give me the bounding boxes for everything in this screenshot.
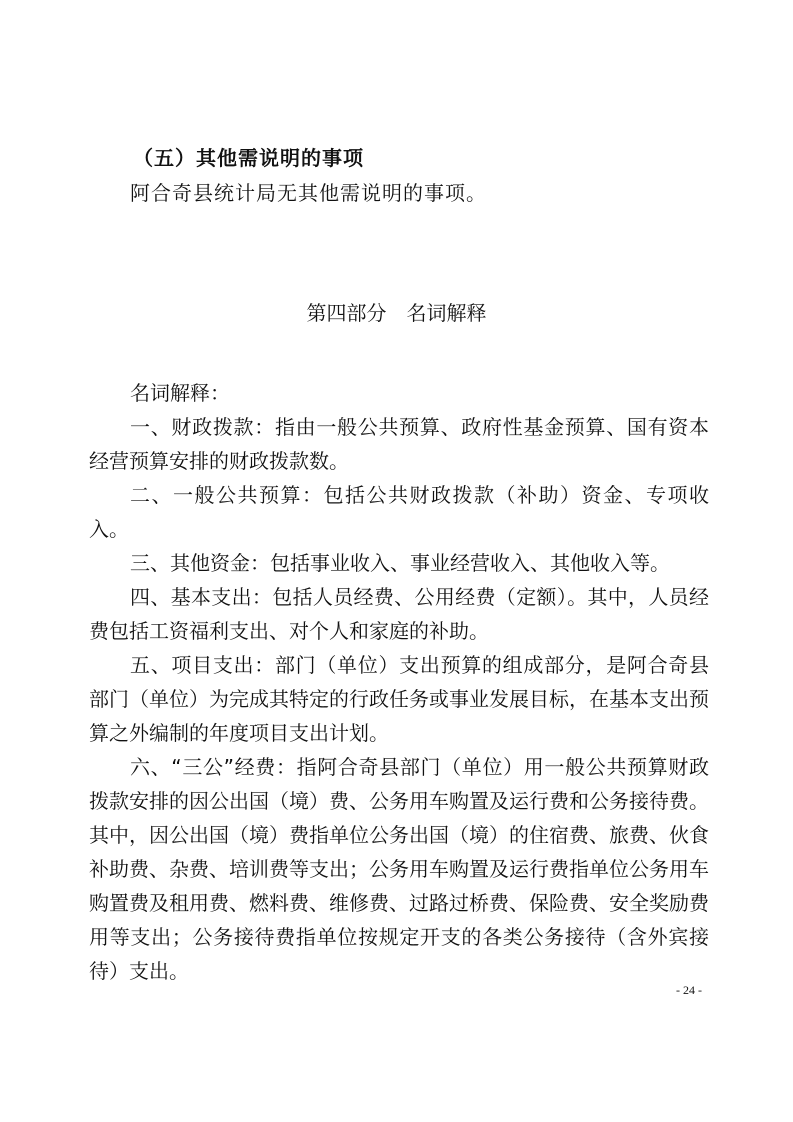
glossary-term: 三、其他资金： xyxy=(130,551,270,575)
glossary-definition: 指阿合奇县部门（单位）用一般公共预算财政拨款安排的因公出国（境）费、公务用车购置及运行费和公务接待费。其中，因公出国（境）费指单位公务出国（境）的住宿费、旅费、伙食补助费、杂费、培训费等支出；公务用车购置及运行费指单位公务用车购置费及租用费、燃料费、维修费、过路过桥费、保险费、安全奖励费用等支出；公务接待费指单位按规定开支的各类公务接待（含外宾接待）支出。 xyxy=(89,755,709,983)
glossary-term: 一、财政拨款： xyxy=(130,415,275,439)
glossary xyxy=(89,376,709,988)
glossary-definition: 指由一般公共预算、政府性基金预算、国有资本经营预算安排的财政拨款数。 xyxy=(89,415,710,473)
page-number: - 24 - xyxy=(676,983,702,997)
glossary-definition: 包括人员经费、公用经费（定额）。其中，人员经费包括工资福利支出、对个人和家庭的补助。 xyxy=(89,585,709,643)
glossary-definition: 包括公共财政拨款（补助）资金、专项收入。 xyxy=(89,483,709,541)
glossary-item xyxy=(89,750,709,988)
glossary-term: 四、基本支出： xyxy=(130,585,273,609)
glossary-item xyxy=(89,580,709,648)
glossary-item xyxy=(89,410,709,478)
glossary-item xyxy=(89,648,709,750)
part-title: 第四部分 名词解释 xyxy=(306,301,487,325)
glossary-term: 五、项目支出： xyxy=(130,653,275,677)
section-heading: （五）其他需说明的事项 xyxy=(133,146,364,170)
glossary-term: 六、“三公”经费： xyxy=(130,755,297,779)
section-body-text: 阿合奇县统计局无其他需说明的事项。 xyxy=(130,181,487,205)
glossary-definition: 部门（单位）支出预算的组成部分，是阿合奇县部门（单位）为完成其特定的行政任务或事业发展目标，在基本支出预算之外编制的年度项目支出计划。 xyxy=(89,653,710,745)
glossary-item xyxy=(89,478,709,546)
glossary-item xyxy=(89,546,709,580)
glossary-intro: 名词解释： xyxy=(130,381,230,405)
glossary-definition: 包括事业收入、事业经营收入、其他收入等。 xyxy=(270,551,670,575)
glossary-term: 二、一般公共预算： xyxy=(130,483,324,507)
